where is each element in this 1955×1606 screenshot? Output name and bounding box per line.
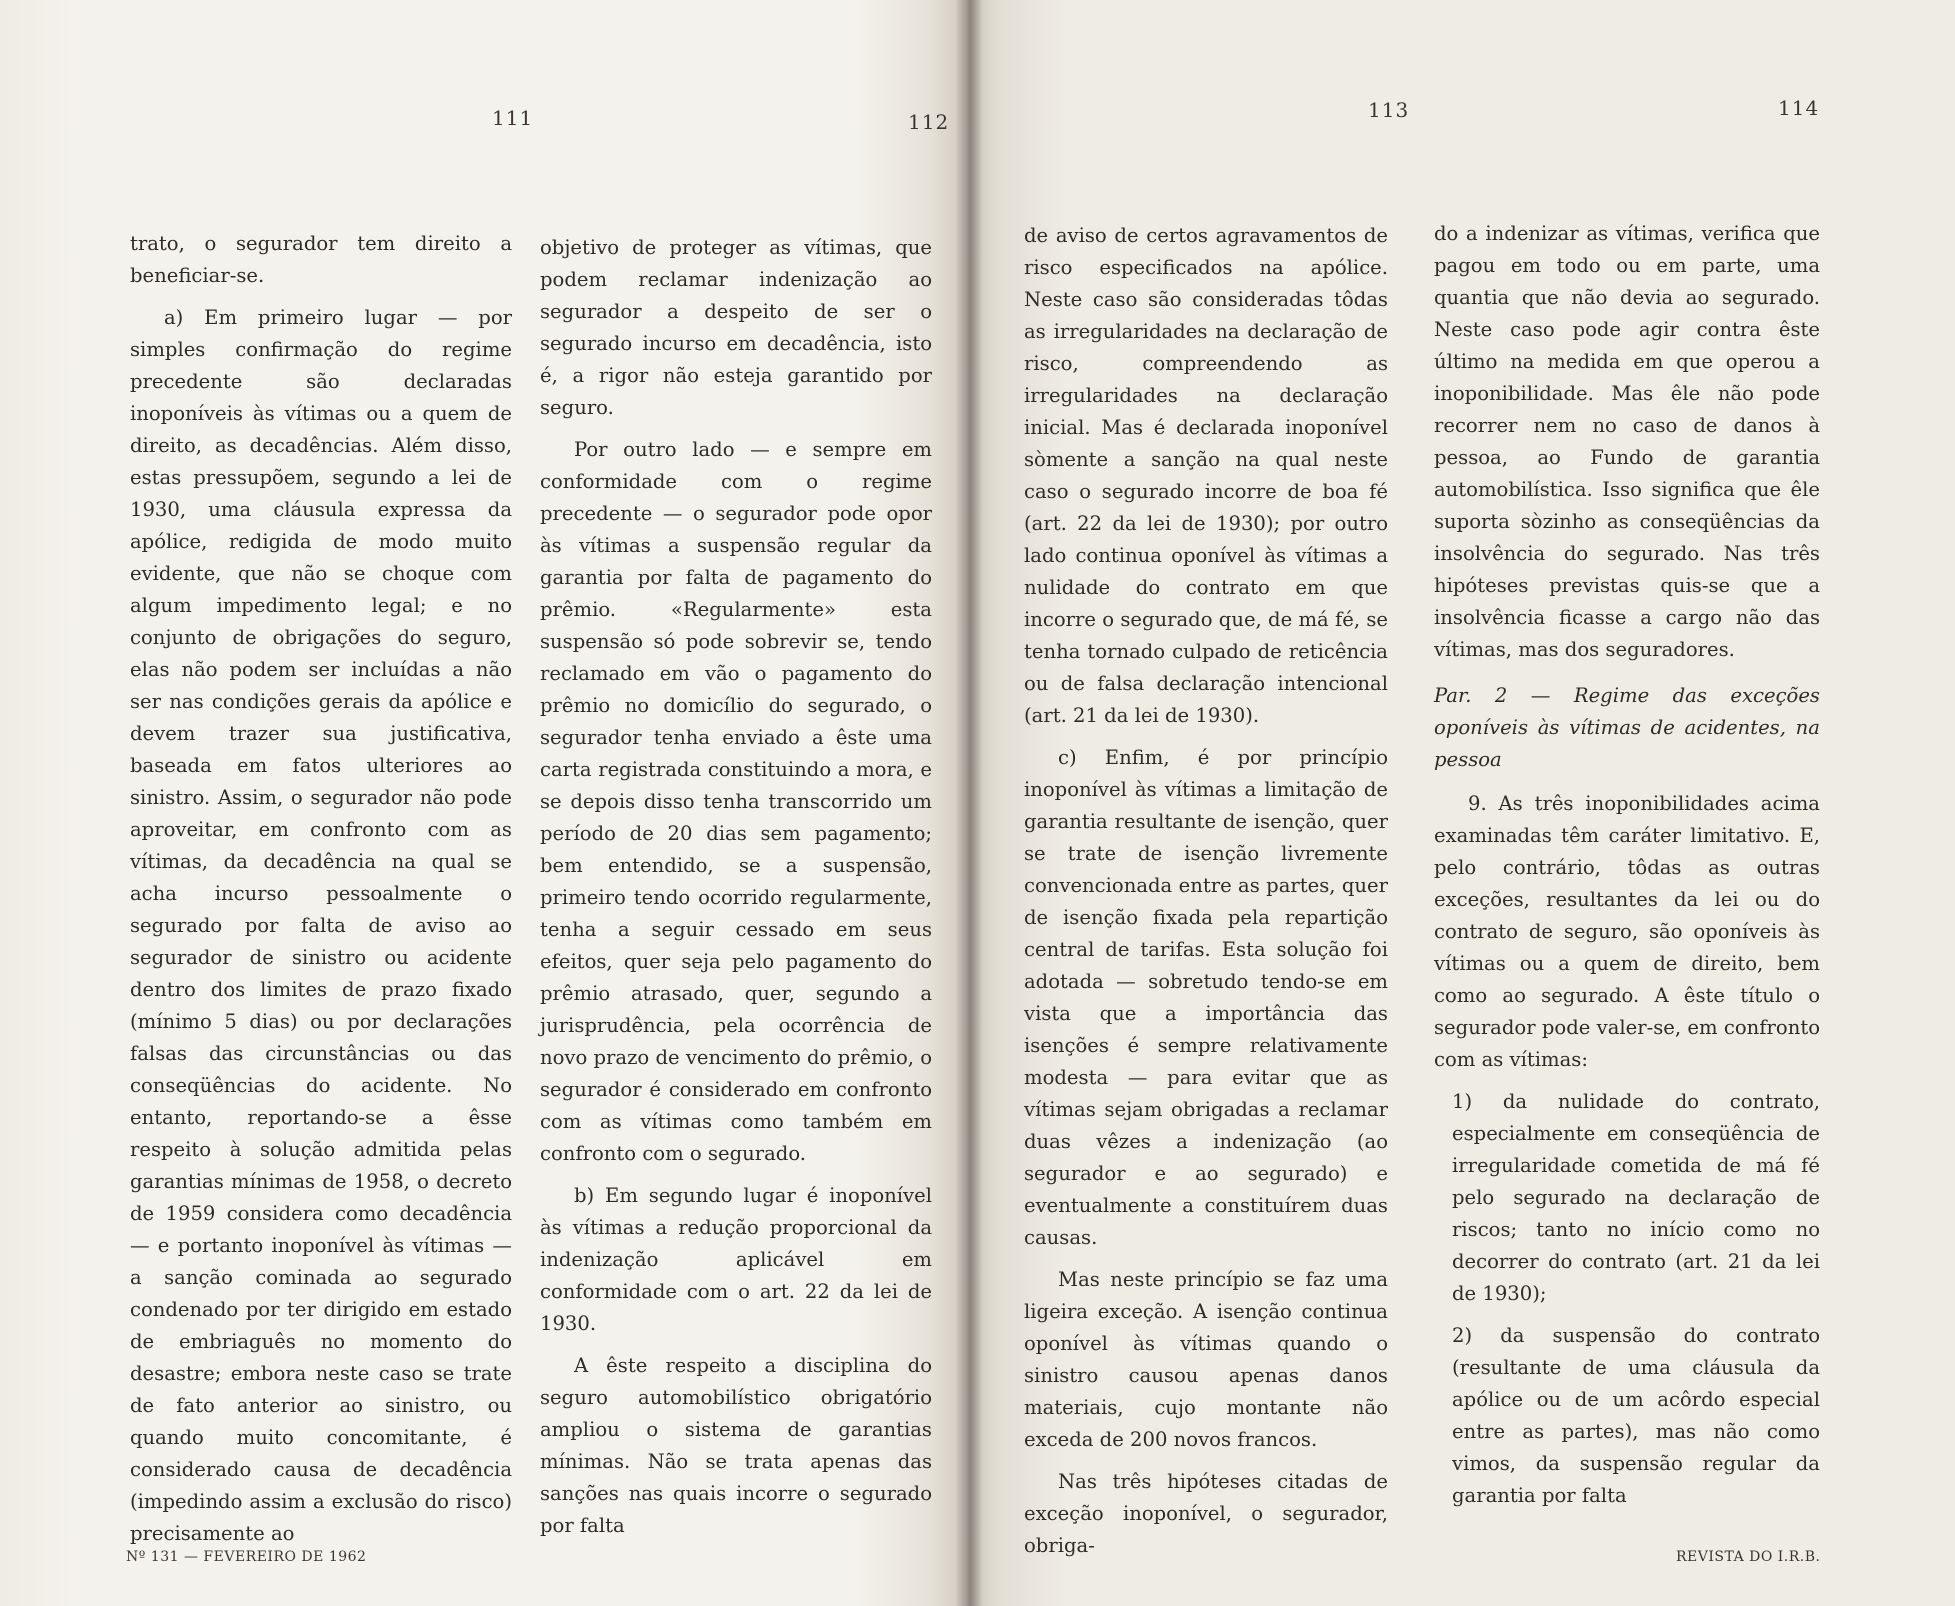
paragraph: de aviso de certos agravamentos de risco especificados na apólice. Neste caso são consideradas tôdas as irregularidades na declaração de risco, compreendendo as irregularidades na declaração inicial. Mas é declarada inoponível sòmente a sanção na qual neste caso o segurado incorre de boa fé (art. 22 da lei de 1930); por outro lado continua oponível às vítimas a nulidade do contrato em que incorre o segurado que, de má fé, se tenha tornado culpado de reticência ou de falsa declaração intencional (art. 21 da lei de 1930). (1024, 224, 1388, 727)
column-page-112 (540, 232, 932, 1552)
page-number-111: 111 (492, 106, 534, 130)
paragraph: Por outro lado — e sempre em conformidade com o regime precedente — o segurador pode opor às vítimas a suspensão regular da garantia por falta de pagamento do prêmio. «Regularmente» esta suspensão só pode sobrevir se, tendo reclamado em vão o pagamento do prêmio no domicílio do segurado, o segurador tenha enviado a êste uma carta registrada constituindo a mora, e se depois disso tenha transcorrido um período de 20 dias sem pagamento; bem entendido, se a suspensão, primeiro tendo ocorrido regularmente, tenha a seguir cessado em seus efeitos, quer seja pelo pagamento do prêmio atrasado, quer, segundo a jurisprudência, pela ocorrência de novo prazo de vencimento do prêmio, o segurador é considerado em confronto com as vítimas como também em confronto com o segurado. (540, 438, 932, 1165)
footer-journal: REVISTA DO I.R.B. (1676, 1549, 1821, 1565)
list-item: 2) da suspensão do contrato (resultante de uma cláusula da apólice ou de um acôrdo especial entre as partes), mas não como vimos, da suspensão regular da garantia por falta (1452, 1324, 1820, 1507)
paragraph: A êste respeito a disciplina do seguro automobilístico obrigatório ampliou o sistema de garantias mínimas. Não se trata apenas das sanções nas quais incorre o segurado por falta (540, 1354, 932, 1537)
section-heading: Par. 2 — Regime das exceções oponíveis às vítimas de acidentes, na pessoa (1434, 684, 1820, 771)
page-number-112: 112 (908, 110, 950, 134)
paragraph: c) Enfim, é por princípio inoponível às vítimas a limitação de garantia resultante de isenção, quer se trate de isenção livremente convencionada entre as partes, quer de isenção fixada pela repartição central de tarifas. Esta solução foi adotada — sobretudo tendo-se em vista que a importância das isenções é sempre relativamente modesta — para evitar que as vítimas sejam obrigadas a reclamar duas vêzes a indenização (ao segurador e ao segurado) e eventualmente a constituírem duas causas. (1024, 746, 1388, 1249)
paragraph: do a indenizar as vítimas, verifica que pagou em todo ou em parte, uma quantia que não devia ao segurado. Neste caso pode agir contra êste último na medida em que operou a inoponibilidade. Mas êle não pode recorrer nem no caso de danos à pessoa, ao Fundo de garantia automobilística. Isso significa que êle suporta sòzinho as conseqüências da insolvência do segurado. Nas três hipóteses previstas quis-se que a insolvência ficasse a cargo não das vítimas, mas dos seguradores. (1434, 222, 1820, 661)
column-page-114 (1434, 218, 1820, 1522)
footer-issue: Nº 131 — FEVEREIRO DE 1962 (126, 1549, 367, 1565)
book-gutter (955, 0, 983, 1606)
left-page (0, 0, 968, 1606)
paragraph: objetivo de proteger as vítimas, que podem reclamar indenização ao segurador a despeito de ser o segurado incurso em decadência, isto é, a rigor não esteja garantido por seguro. (540, 236, 932, 419)
right-page (968, 0, 1955, 1606)
column-page-113 (1024, 220, 1388, 1572)
paragraph: Mas neste princípio se faz uma ligeira exceção. A isenção continua oponível às vítimas quando o sinistro causou apenas danos materiais, cujo montante não exceda de 200 novos francos. (1024, 1268, 1388, 1451)
paragraph: b) Em segundo lugar é inoponível às vítimas a redução proporcional da indenização aplicável em conformidade com o art. 22 da lei de 1930. (540, 1184, 932, 1335)
page-number-114: 114 (1778, 96, 1820, 120)
paragraph: a) Em primeiro lugar — por simples confirmação do regime precedente são declaradas inoponíveis às vítimas ou a quem de direito, as decadências. Além disso, estas pressupõem, segundo a lei de 1930, uma cláusula expressa da apólice, redigida de modo muito evidente, que não se choque com algum impedimento legal; e no conjunto de obrigações do seguro, elas não podem ser incluídas a não ser nas condições gerais da apólice e devem trazer sua justificativa, baseada em fatos ulteriores ao sinistro. Assim, o segurador não pode aproveitar, em confronto com as vítimas, da decadência na qual se acha incurso pessoalmente o segurado por falta de aviso ao segurador de sinistro ou acidente dentro dos limites de prazo fixado (mínimo 5 dias) ou por declarações falsas das circunstâncias ou das conseqüências do acidente. No entanto, reportando-se a êsse respeito à solução admitida pelas garantias mínimas de 1958, o decreto de 1959 considera como decadência — e portanto inoponível às vítimas — a sanção cominada ao segurado condenado por ter dirigido em estado de embriaguês no momento do desastre; embora neste caso se trate de fato anterior ao sinistro, ou quando muito concomitante, é considerado causa de decadência (impedindo assim a exclusão do risco) precisamente ao (130, 306, 512, 1545)
column-page-111 (130, 228, 512, 1560)
paragraph: 9. As três inoponibilidades acima examinadas têm caráter limitativo. E, pelo contrário, tôdas as outras exceções, resultantes da lei ou do contrato de seguro, são oponíveis às vítimas ou a quem de direito, bem como ao segurado. A êste título o segurador pode valer-se, em confronto com as vítimas: (1434, 792, 1820, 1071)
paragraph: trato, o segurador tem direito a beneficiar-se. (130, 232, 512, 287)
list-item: 1) da nulidade do contrato, especialmente em conseqüência de irregularidade cometida de má fé pelo segurado na declaração de riscos; tanto no início como no decorrer do contrato (art. 21 da lei de 1930); (1452, 1090, 1820, 1305)
paragraph: Nas três hipóteses citadas de exceção inoponível, o segurador, obriga- (1024, 1470, 1388, 1557)
page-number-113: 113 (1368, 98, 1410, 122)
